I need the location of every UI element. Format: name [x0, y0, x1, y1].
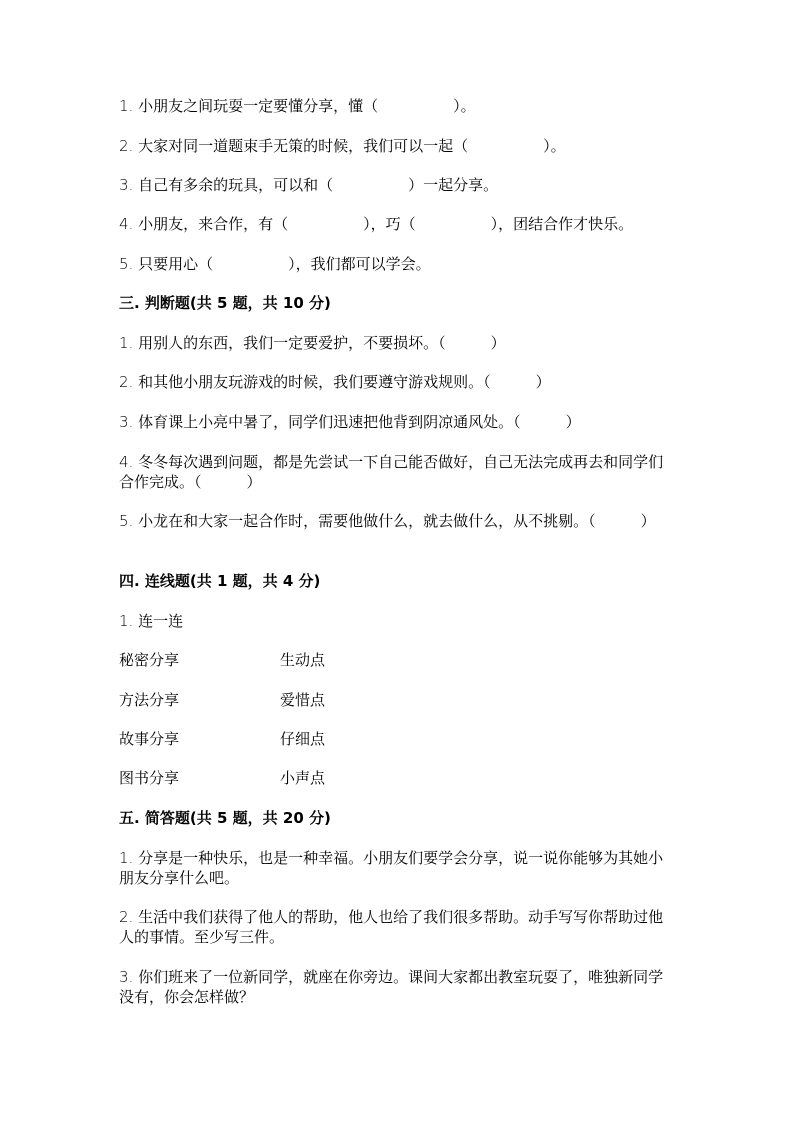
short-answer-item-2: 2. 生活中我们获得了他人的帮助，他人也给了我们很多帮助。动手写写你帮助过他人的事情。至少写三件。	[119, 908, 664, 946]
fill-blank-item-3: 3. 自己有多余的玩具，可以和（ ）一起分享。	[119, 176, 499, 194]
short-answer-item-3: 3. 你们班来了一位新同学，就座在你旁边。课间大家都出教室玩耍了，唯独新同学没有，你会怎样做？	[119, 968, 664, 1006]
true-false-item-5: 5. 小龙在和大家一起合作时，需要他做什么，就去做什么，从不挑剔。（ ）	[119, 512, 656, 530]
true-false-item-3: 3. 体育课上小亮中暑了，同学们迅速把他背到阴凉通风处。（ ）	[119, 413, 581, 431]
short-answer-item-1: 1. 分享是一种快乐，也是一种幸福。小朋友们要学会分享，说一说你能够为其她小朋友分享什么吧。	[119, 849, 664, 887]
matching-question: 1. 连一连	[119, 612, 184, 630]
match-left-item-1[interactable]: 秘密分享	[119, 651, 180, 669]
fill-blank-item-5: 5. 只要用心（ ），我们都可以学会。	[119, 255, 431, 273]
match-right-item-2[interactable]: 爱惜点	[280, 691, 326, 709]
match-left-item-2[interactable]: 方法分享	[119, 691, 180, 709]
fill-blank-item-2: 2. 大家对同一道题束手无策的时候，我们可以一起（ ）。	[119, 137, 566, 155]
true-false-heading: 三. 判断题(共 5 题，共 10 分)	[119, 294, 331, 312]
true-false-item-4: 4. 冬冬每次遇到问题，都是先尝试一下自己能否做好，自己无法完成再去和同学们合作完成。（ ）	[119, 453, 664, 491]
short-answer-heading: 五. 简答题(共 5 题，共 20 分)	[119, 809, 331, 827]
match-left-item-4[interactable]: 图书分享	[119, 769, 180, 787]
match-right-item-4[interactable]: 小声点	[280, 769, 326, 787]
matching-heading: 四. 连线题(共 1 题，共 4 分)	[119, 572, 321, 590]
fill-blank-item-4: 4. 小朋友，来合作，有（ ），巧（ ），团结合作才快乐。	[119, 215, 634, 233]
match-right-item-3[interactable]: 仔细点	[280, 730, 326, 748]
match-right-item-1[interactable]: 生动点	[280, 651, 326, 669]
match-left-item-3[interactable]: 故事分享	[119, 730, 180, 748]
true-false-item-2: 2. 和其他小朋友玩游戏的时候，我们要遵守游戏规则。（ ）	[119, 373, 551, 391]
true-false-item-1: 1. 用别人的东西，我们一定要爱护，不要损坏。（ ）	[119, 334, 506, 352]
fill-blank-item-1: 1. 小朋友之间玩耍一定要懂分享，懂（ ）。	[119, 97, 476, 115]
